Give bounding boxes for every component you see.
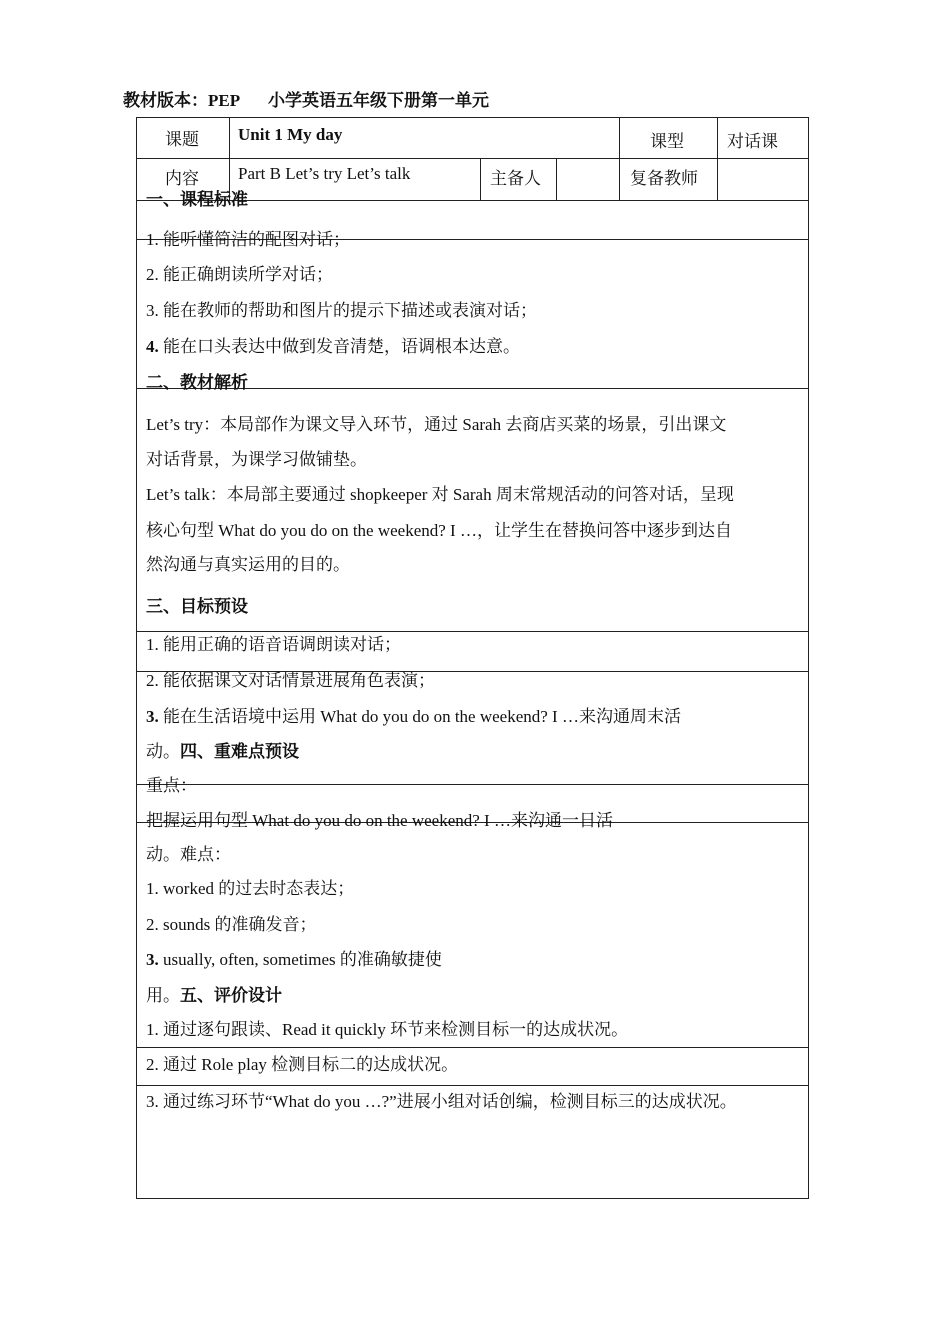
s5-item: 3. 通过练习环节“What do you …?”进展小组对话创编，检测目标三的达成状况。 — [146, 1092, 737, 1111]
section-5-title: 五、评价设计 — [180, 986, 282, 1005]
type-label: 课型 — [650, 132, 684, 151]
s1-item — [146, 332, 520, 357]
content-value: Part B Let’s try Let’s talk — [238, 164, 411, 183]
s4-diff-3-text: usually, often, sometimes 的准确敏捷使 — [163, 950, 442, 969]
difficulty-label: 动。难点： — [146, 845, 231, 864]
key-point-line: 把握运用句型 What do you do on the weekend? I …来沟通一日活 — [146, 811, 613, 830]
s1-item: 2. 能正确朗读所学对话； — [146, 265, 333, 284]
s1-item-4-number: 4. — [146, 337, 159, 356]
s2-line: 对话背景，为课学习做铺垫。 — [146, 450, 367, 469]
s3-tail: 动。 — [146, 742, 180, 761]
section-4-title: 四、重难点预设 — [180, 742, 299, 761]
owner-label: 主备人 — [490, 169, 541, 188]
s4-diff-3-number: 3. — [146, 950, 159, 969]
edition-label: 教材版本：PEP — [123, 91, 241, 110]
s2-line: 然沟通与真实运用的目的。 — [146, 555, 350, 574]
s2-line: Let’s try：本局部作为课文导入环节，通过 Sarah 去商店买菜的场景，引出课文 — [146, 415, 727, 434]
s1-item-4-text: 能在口头表达中做到发音清楚，语调根本达意。 — [163, 337, 520, 356]
topic-value: Unit 1 My day — [238, 125, 343, 144]
s3-item-3-text: 能在生活语境中运用 What do you do on the weekend? I …来沟通周末活 — [163, 707, 681, 726]
course-title: 小学英语五年级下册第一单元 — [268, 91, 489, 110]
key-point-label: 重点： — [146, 776, 197, 795]
s3-item: 1. 能用正确的语音语调朗读对话； — [146, 635, 401, 654]
section-1-title: 一、课程标准 — [146, 190, 248, 209]
co-teacher-label: 复备教师 — [630, 169, 698, 188]
s5-item: 1. 通过逐句跟读、Read it quickly 环节来检测目标一的达成状况。 — [146, 1020, 629, 1039]
s3-tail-line — [146, 737, 299, 762]
s4-tail-line — [146, 981, 282, 1006]
s5-item: 2. 通过 Role play 检测目标二的达成状况。 — [146, 1055, 459, 1074]
s3-item: 2. 能依据课文对话情景进展角色表演； — [146, 671, 435, 690]
s1-item: 3. 能在教师的帮助和图片的提示下描述或表演对话； — [146, 301, 537, 320]
section-3-title: 三、目标预设 — [146, 597, 248, 616]
s2-line: 核心句型 What do you do on the weekend? I …，让学生在替换问答中逐步到达自 — [146, 521, 732, 540]
s4-diff-item — [146, 945, 442, 970]
s3-item — [146, 702, 681, 727]
section-2-title: 二、教材解析 — [146, 373, 248, 392]
s4-diff-item: 1. worked 的过去时态表达； — [146, 879, 355, 898]
s1-item: 1. 能听懂简洁的配图对话； — [146, 230, 350, 249]
type-value: 对话课 — [727, 132, 778, 151]
s2-line: Let’s talk：本局部主要通过 shopkeeper 对 Sarah 周末常规活动的问答对话，呈现 — [146, 485, 734, 504]
s4-diff-item: 2. sounds 的准确发音； — [146, 915, 317, 934]
s3-item-3-number: 3. — [146, 707, 159, 726]
topic-label: 课题 — [165, 130, 199, 149]
s4-diff-tail: 用。 — [146, 986, 180, 1005]
content-label: 内容 — [165, 169, 199, 188]
